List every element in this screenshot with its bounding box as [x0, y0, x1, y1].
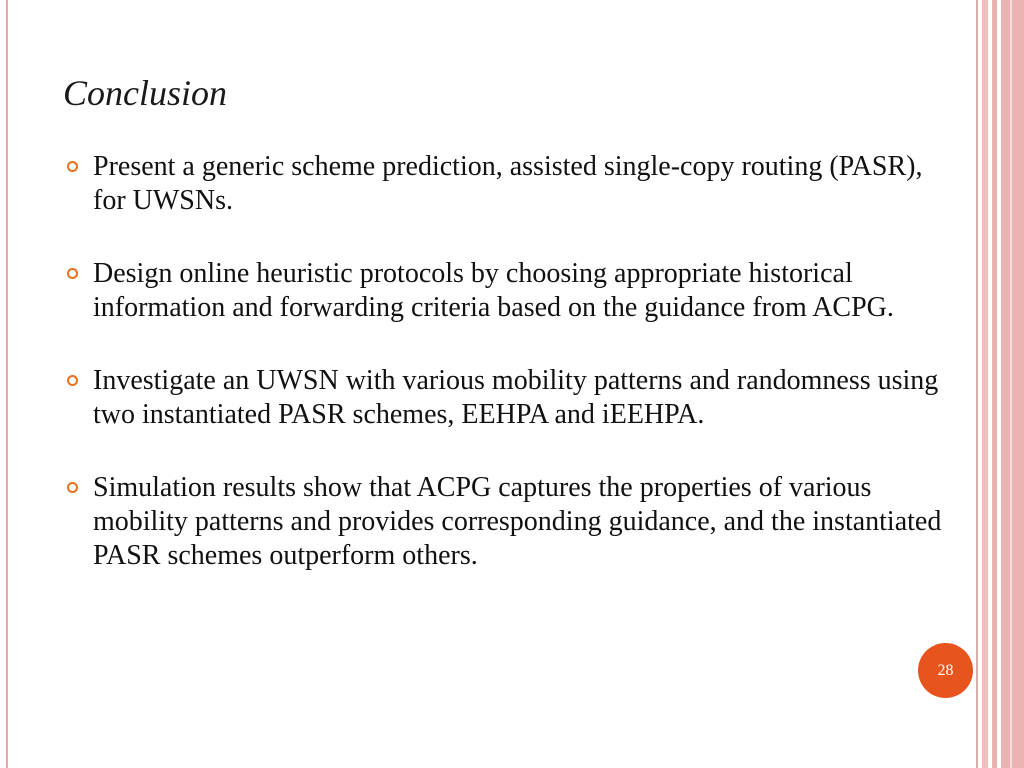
- slide-title: Conclusion: [63, 73, 228, 113]
- bullet-item: [64, 471, 944, 573]
- page-number: 28: [937, 661, 954, 679]
- bullet-list: [64, 150, 944, 612]
- bullet-item: [64, 364, 944, 432]
- right-stripe-band: [1001, 0, 1024, 768]
- bullet-text: Present a generic scheme prediction, assisted single-copy routing (PASR), for UWSNs.: [93, 151, 923, 216]
- bullet-ring-icon: [67, 268, 78, 279]
- right-stripe-1: [982, 0, 988, 768]
- bullet-item: [64, 150, 944, 218]
- left-border-line: [6, 0, 8, 768]
- right-stripe-inner-line: [1010, 0, 1012, 768]
- bullet-ring-icon: [67, 161, 78, 172]
- bullet-ring-icon: [67, 482, 78, 493]
- right-stripe-2: [992, 0, 997, 768]
- bullet-text: Simulation results show that ACPG captures the properties of various mobility patterns and provides corresponding guidance, and the instantiated PASR schemes outperform others.: [93, 472, 942, 571]
- bullet-item: [64, 257, 944, 325]
- bullet-text: Investigate an UWSN with various mobility patterns and randomness using two instantiated PASR schemes, EEHPA and iEEHPA.: [93, 365, 939, 430]
- bullet-ring-icon: [67, 375, 78, 386]
- bullet-text: Design online heuristic protocols by choosing appropriate historical information and forwarding criteria based on the guidance from ACPG.: [93, 258, 894, 323]
- right-border-line: [976, 0, 978, 768]
- page-number-badge: [918, 643, 973, 698]
